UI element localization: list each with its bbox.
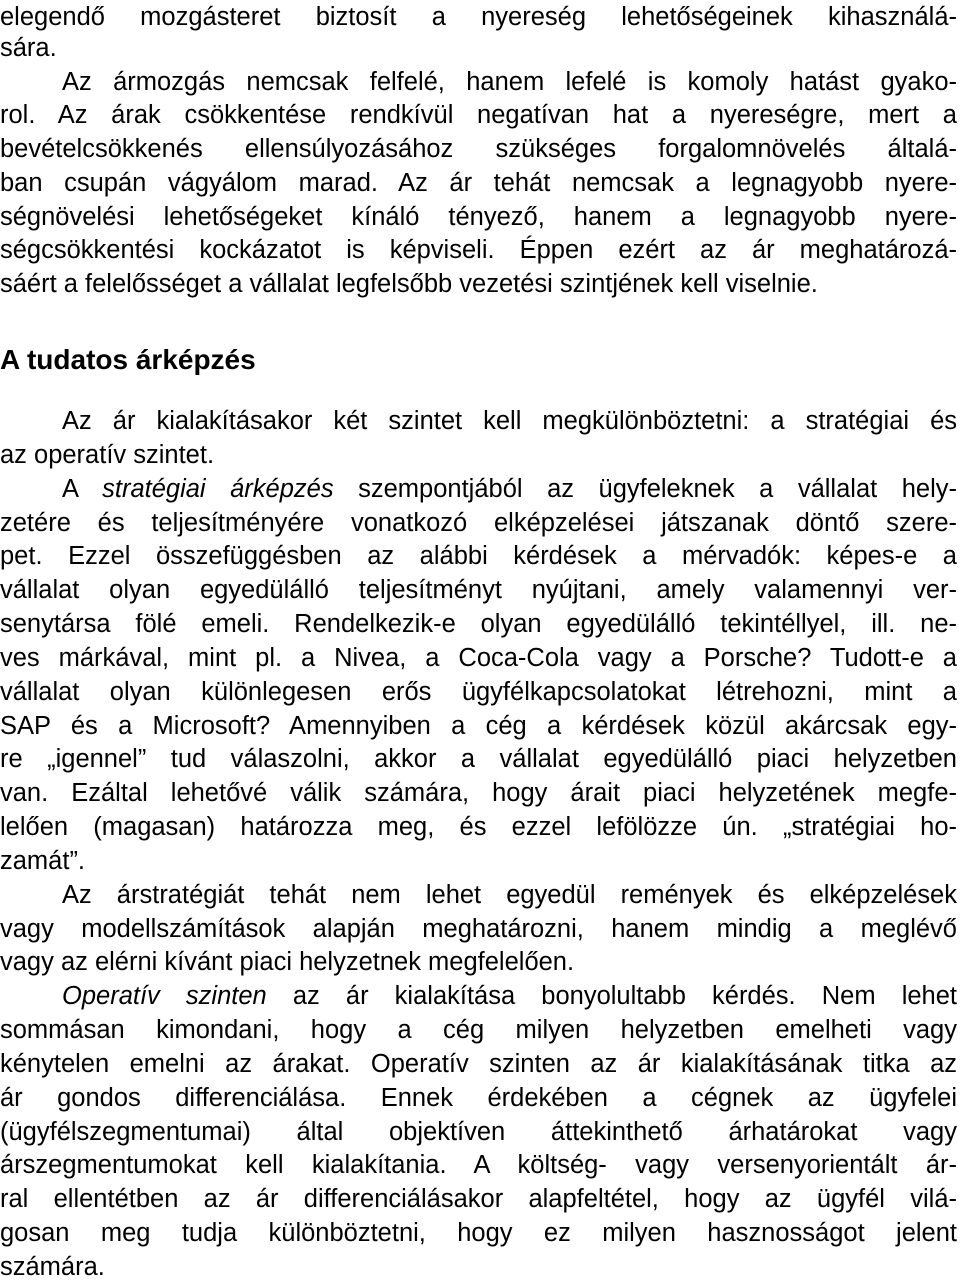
text-line: pet. Ezzel összefüggésben az alábbi kérdések a mérvadók: képes-e a — [0, 542, 957, 570]
text-run: az ár kialakítása bonyolultabb kérdés. Nem lehet — [266, 982, 957, 1010]
emphasis-term: Operatív szinten — [62, 982, 267, 1010]
text-line: re „igennel” tud válaszolni, akkor a vállalat egyedülálló piaci helyzetben — [0, 745, 957, 773]
text-line: sára. — [0, 34, 57, 62]
text-line: SAP és a Microsoft? Amennyiben a cég a kérdések közül akárcsak egy- — [0, 712, 957, 740]
text-line: vagy modellszámítások alapján meghatározni, hanem mindig a meglévő — [0, 915, 957, 943]
text-line: lelően (magasan) határozza meg, és ezzel lefölözze ún. „stratégiai ho- — [0, 813, 957, 841]
text-line: gosan meg tudja különböztetni, hogy ez milyen hasznosságot jelent — [0, 1219, 957, 1247]
text-run: szempontjából az ügyfeleknek a vállalat hely- — [333, 475, 957, 503]
text-line: rol. Az árak csökkentése rendkívül negatívan hat a nyereségre, mert a — [0, 101, 957, 129]
text-line: számára. — [0, 1253, 105, 1281]
text-line: bevételcsökkenés ellensúlyozásához szükséges forgalomnövelés általá- — [0, 135, 957, 163]
text-line: ral ellentétben az ár differenciálásakor alapfeltétel, hogy az ügyfél vilá- — [0, 1185, 957, 1213]
text-run: A — [62, 475, 103, 503]
text-line: Az árstratégiát tehát nem lehet egyedül remények és elképzelések — [62, 881, 957, 909]
text-line: ségnövelési lehetőségeket kínáló tényező, hanem a legnagyobb nyere- — [0, 203, 957, 231]
text-line: kénytelen emelni az árakat. Operatív szinten az ár kialakításának titka az — [0, 1050, 957, 1078]
text-line: az operatív szintet. — [0, 441, 215, 469]
text-line — [62, 472, 957, 506]
text-line: (ügyfélszegmentumai) által objektíven áttekinthető árhatárokat vagy — [0, 1118, 957, 1146]
text-line: vállalat olyan egyedülálló teljesítményt nyújtani, amely valamennyi ver- — [0, 576, 957, 604]
text-line: sommásan kimondani, hogy a cég milyen helyzetben emelheti vagy — [0, 1016, 957, 1044]
text-line: ban csupán vágyálom marad. Az ár tehát nemcsak a legnagyobb nyere- — [0, 169, 957, 197]
text-line: ves márkával, mint pl. a Nivea, a Coca-Cola vagy a Porsche? Tudott-e a — [0, 644, 957, 672]
emphasis-term: stratégiai árképzés — [102, 475, 334, 503]
text-line: vagy az elérni kívánt piaci helyzetnek megfelelően. — [0, 948, 575, 976]
text-line: árszegmentumokat kell kialakítania. A költség- vagy versenyorientált ár- — [0, 1151, 957, 1179]
text-line: van. Ezáltal lehetővé válik számára, hogy árait piaci helyzetének megfe- — [0, 779, 957, 807]
text-line: sáért a felelősséget a vállalat legfelsőbb vezetési szintjének kell viselnie. — [0, 270, 818, 298]
text-line: Az ármozgás nemcsak felfelé, hanem lefelé is komoly hatást gyako- — [62, 68, 957, 96]
text-line: Az ár kialakításakor két szintet kell megkülönböztetni: a stratégiai és — [62, 407, 957, 435]
section-heading: A tudatos árképzés — [0, 344, 256, 375]
text-line: ségcsökkentési kockázatot is képviseli. Éppen ezért az ár meghatározá- — [0, 236, 957, 264]
text-line: vállalat olyan különlegesen erős ügyfélkapcsolatokat létrehozni, mint a — [0, 678, 957, 706]
text-line: ár gondos differenciálása. Ennek érdekében a cégnek az ügyfelei — [0, 1084, 957, 1112]
text-line: zetére és teljesítményére vonatkozó elképzelései játszanak döntő szere- — [0, 509, 957, 537]
text-line — [62, 979, 957, 1013]
text-line: elegendő mozgásteret biztosít a nyereség lehetőségeinek kihasználá- — [0, 3, 957, 31]
text-line: zamát”. — [0, 847, 86, 875]
text-line: senytársa fölé emeli. Rendelkezik-e olyan egyedülálló tekintéllyel, ill. ne- — [0, 610, 957, 638]
